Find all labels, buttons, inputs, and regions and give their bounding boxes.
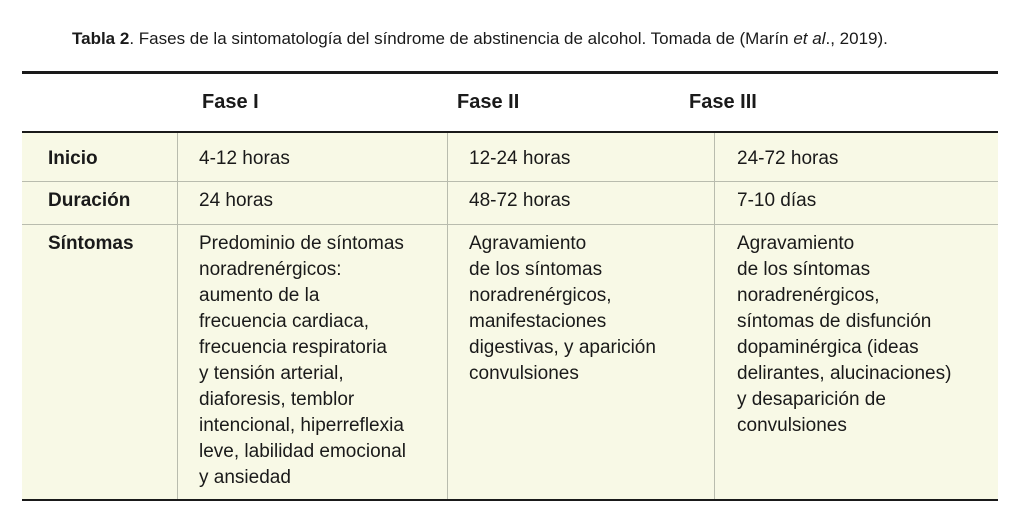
- cell-duracion-fase-1: 24 horas: [199, 190, 273, 211]
- column-divider: [447, 133, 448, 499]
- column-divider: [714, 133, 715, 499]
- cell-sintomas-fase-2: Agravamiento de los síntomas noradrenérgicos, manifestaciones digestivas, y aparición convulsiones: [469, 233, 656, 384]
- cell-duracion-fase-2: 48-72 horas: [469, 190, 571, 211]
- header-fase-1: Fase I: [202, 91, 259, 113]
- row-label-duracion: Duración: [48, 190, 131, 211]
- caption-italic: et al: [793, 29, 826, 48]
- row-divider: [22, 181, 998, 182]
- cell-inicio-fase-3: 24-72 horas: [737, 148, 839, 169]
- table-header-rule: [22, 131, 998, 133]
- cell-sintomas-fase-1: Predominio de síntomas noradrenérgicos: aumento de la frecuencia cardiaca, frecuencia respiratoria y tensión arterial, diaforesis, temblor intencional, hiperreflexia leve, labilidad emocional y ansiedad: [199, 233, 407, 488]
- cell-duracion-fase-3: 7-10 días: [737, 190, 817, 211]
- table-top-rule: [22, 71, 998, 74]
- row-divider: [22, 224, 998, 225]
- column-divider: [177, 133, 178, 499]
- table-caption: [72, 28, 1012, 50]
- header-fase-3: Fase III: [689, 91, 757, 113]
- cell-inicio-fase-2: 12-24 horas: [469, 148, 571, 169]
- caption-label: Tabla 2: [72, 29, 130, 48]
- cell-inicio-fase-1: 4-12 horas: [199, 148, 290, 169]
- row-label-inicio: Inicio: [48, 148, 98, 169]
- cell-sintomas-fase-3: Agravamiento de los síntomas noradrenérgicos, síntomas de disfunción dopaminérgica (ideas delirantes, alucinaciones) y desaparición de convulsiones: [737, 233, 952, 436]
- header-fase-2: Fase II: [457, 91, 520, 113]
- row-label-sintomas: Síntomas: [48, 233, 134, 254]
- caption-text-end: ., 2019).: [825, 29, 888, 48]
- caption-text: . Fases de la sintomatología del síndrome de abstinencia de alcohol. Tomada de (Marín: [129, 29, 794, 48]
- table-bottom-rule: [22, 499, 998, 501]
